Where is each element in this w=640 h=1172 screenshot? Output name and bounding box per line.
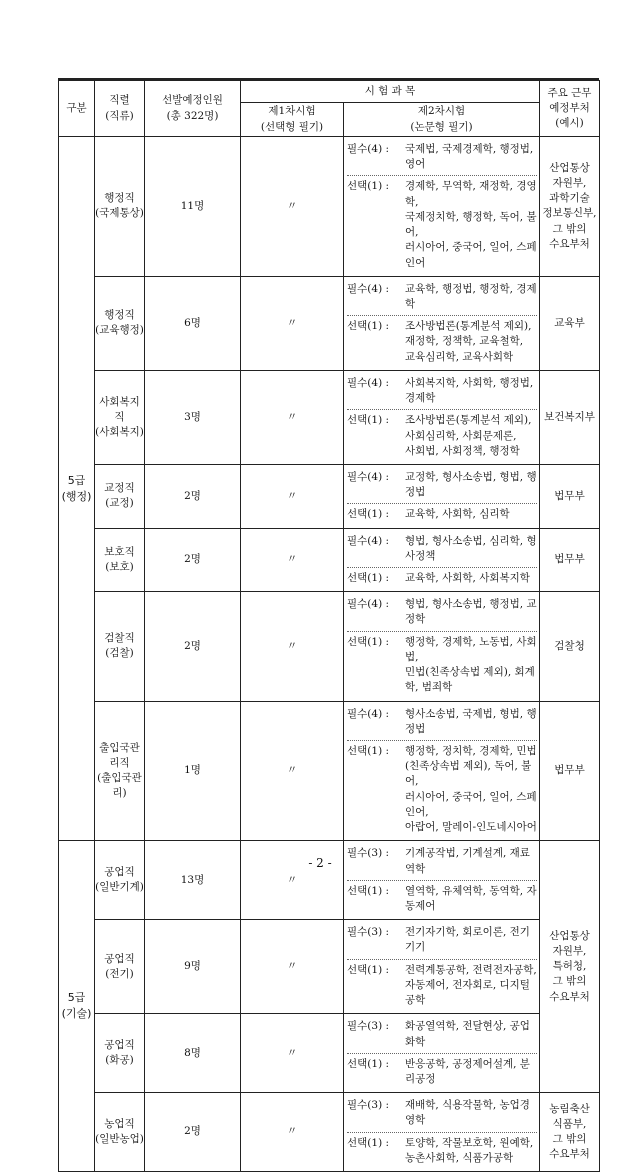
selection-count-cell: 2명: [145, 1093, 241, 1172]
exam2-cell: [344, 370, 540, 464]
page-number: - 2 -: [308, 856, 332, 870]
department-cell: 산업통상 자원부, 특허청, 그 밖의 수요부처: [540, 841, 600, 1093]
optional-list: 교육학, 사회학, 심리학: [405, 508, 510, 521]
required-list: 형법, 형사소송법, 심리학, 형사정책: [405, 534, 537, 562]
job-series-cell: 검찰직 (검찰): [95, 592, 145, 701]
table-row: [59, 276, 600, 370]
required-list: 기계공작법, 기계설계, 재료역학: [405, 847, 530, 875]
required-list: 국제법, 국제경제학, 행정법, 영어: [405, 143, 534, 171]
exam1-cell: 〃: [241, 137, 344, 277]
exam1-cell: 〃: [241, 1014, 344, 1093]
department-cell: 보건복지부: [540, 370, 600, 464]
optional-label: 선택(1) :: [347, 635, 390, 648]
required-subjects: [347, 597, 537, 627]
job-series-cell: 교정직 (교정): [95, 464, 145, 528]
job-series-cell: 공업직 (전기): [95, 920, 145, 1014]
selection-count-cell: 2명: [145, 592, 241, 701]
required-label: 필수(3) :: [347, 847, 390, 860]
required-list: 교육학, 행정법, 행정학, 경제학: [405, 282, 537, 310]
job-series-cell: 행정직 (국제통상): [95, 137, 145, 277]
required-subjects: [347, 1098, 537, 1128]
optional-subjects: [347, 507, 537, 522]
optional-list: 반응공학, 공정제어설계, 분리공정: [405, 1057, 530, 1085]
job-series-cell: 보호직 (보호): [95, 528, 145, 592]
row-divider: [347, 315, 537, 316]
job-series-cell: 사회복지직 (사회복지): [95, 370, 145, 464]
optional-list: 전력계통공학, 전력전자공학, 자동제어, 전자회로, 디지털공학: [405, 963, 537, 1007]
selection-count-cell: 9명: [145, 920, 241, 1014]
table-row: [59, 464, 600, 528]
row-divider: [347, 631, 537, 632]
table-row: [59, 370, 600, 464]
exam2-cell: [344, 137, 540, 277]
required-list: 형사소송법, 국제법, 형법, 행정법: [405, 707, 537, 735]
optional-label: 선택(1) :: [347, 1136, 390, 1149]
optional-label: 선택(1) :: [347, 320, 390, 333]
optional-label: 선택(1) :: [347, 180, 390, 193]
job-series-cell: 행정직 (교육행정): [95, 276, 145, 370]
department-cell: 법무부: [540, 701, 600, 841]
required-list: 교정학, 형사소송법, 형법, 행정법: [405, 470, 537, 499]
selection-count-cell: 2명: [145, 528, 241, 592]
table-row: [59, 592, 600, 701]
row-divider: [347, 409, 537, 410]
header-exam2: 제2차시험 (논문형 필기): [344, 103, 540, 137]
exam1-cell: 〃: [241, 528, 344, 592]
optional-list: 교육학, 사회학, 사회복지학: [405, 572, 530, 585]
exam2-cell: [344, 276, 540, 370]
exam2-cell: [344, 592, 540, 701]
required-label: 필수(4) :: [347, 143, 390, 155]
selection-count-cell: 11명: [145, 137, 241, 277]
required-subjects: [347, 376, 537, 406]
department-cell: 검찰청: [540, 592, 600, 701]
optional-label: 선택(1) :: [347, 572, 390, 585]
required-subjects: [347, 142, 537, 172]
optional-label: 선택(1) :: [347, 745, 390, 757]
exam1-cell: 〃: [241, 592, 344, 701]
required-label: 필수(3) :: [347, 1020, 390, 1033]
exam2-cell: [344, 1014, 540, 1093]
department-cell: 법무부: [540, 464, 600, 528]
optional-label: 선택(1) :: [347, 508, 390, 521]
required-subjects: [347, 707, 537, 737]
department-cell: 산업통상 자원부, 과학기술 정보통신부, 그 밖의 수요부처: [540, 137, 600, 277]
optional-subjects: [347, 319, 537, 365]
table-row: [59, 528, 600, 592]
optional-subjects: [347, 635, 537, 696]
required-list: 사회복지학, 사회학, 행정법, 경제학: [405, 376, 534, 405]
table-row: [59, 701, 600, 841]
table-row: [59, 920, 600, 1014]
optional-list: 경제학, 무역학, 재정학, 경영학, 국제정치학, 행정학, 독어, 불어, 러시아어, 중국어, 일어, 스페인어: [405, 180, 537, 269]
table-row: [59, 841, 600, 920]
table-row: [59, 137, 600, 277]
optional-list: 조사방법론(통계분석 제외), 사회심리학, 사회문제론, 사회법, 사회정책, 행정학: [405, 414, 532, 457]
exam2-cell: [344, 841, 540, 920]
required-label: 필수(4) :: [347, 598, 390, 611]
header-jikryeol: 직렬 (직류): [95, 81, 145, 137]
row-divider: [347, 567, 537, 568]
optional-list: 열역학, 유체역학, 동역학, 자동제어: [405, 884, 537, 912]
required-list: 재배학, 식용작물학, 농업경영학: [405, 1099, 530, 1127]
row-divider: [347, 740, 537, 741]
optional-label: 선택(1) :: [347, 884, 390, 897]
table-row: [59, 1093, 600, 1172]
group-label-haengjeong: 5급 (행정): [59, 137, 95, 841]
selection-count-cell: 8명: [145, 1014, 241, 1093]
required-label: 필수(4) :: [347, 534, 390, 547]
department-cell: 법무부: [540, 528, 600, 592]
exam1-cell: 〃: [241, 370, 344, 464]
exam1-cell: 〃: [241, 1093, 344, 1172]
required-subjects: [347, 925, 537, 955]
selection-count-cell: 13명: [145, 841, 241, 920]
optional-subjects: [347, 963, 537, 1009]
required-label: 필수(3) :: [347, 926, 390, 939]
header-gubun: 구분: [59, 81, 95, 137]
header-exam-subjects: 시 험 과 목: [241, 81, 540, 103]
exam2-cell: [344, 464, 540, 528]
optional-label: 선택(1) :: [347, 414, 390, 427]
exam1-cell: 〃: [241, 276, 344, 370]
optional-list: 행정학, 정치학, 경제학, 민법 (친족상속법 제외), 독어, 불어, 러시아어, 중국어, 일어, 스페인어, 아랍어, 말레이-인도네시아어: [405, 745, 537, 834]
row-divider: [347, 1132, 537, 1133]
optional-subjects: [347, 571, 537, 586]
optional-list: 토양학, 작물보호학, 원예학, 농촌사회학, 식품가공학: [405, 1136, 534, 1164]
exam2-cell: [344, 920, 540, 1014]
optional-list: 조사방법론(통계분석 제외), 재정학, 정책학, 교육철학, 교육심리학, 교육사회학: [405, 320, 532, 363]
department-cell: 농림축산 식품부, 그 밖의 수요부처: [540, 1093, 600, 1172]
exam-subjects-table: [58, 80, 600, 1172]
required-subjects: [347, 282, 537, 312]
required-label: 필수(4) :: [347, 282, 390, 295]
required-list: 전기자기학, 회로이론, 전기기기: [405, 926, 530, 954]
optional-subjects: [347, 744, 537, 835]
required-label: 필수(4) :: [347, 376, 390, 389]
table-row: [59, 1014, 600, 1093]
row-divider: [347, 1053, 537, 1054]
exam1-cell: 〃: [241, 920, 344, 1014]
row-divider: [347, 959, 537, 960]
row-divider: [347, 880, 537, 881]
job-series-cell: 공업직 (화공): [95, 1014, 145, 1093]
group-label-gisul: 5급 (기술): [59, 841, 95, 1172]
optional-subjects: [347, 1057, 537, 1087]
optional-label: 선택(1) :: [347, 963, 390, 976]
job-series-cell: 출입국관리직 (출입국관리): [95, 701, 145, 841]
selection-count-cell: 3명: [145, 370, 241, 464]
job-series-cell: 공업직 (일반기계): [95, 841, 145, 920]
selection-count-cell: 6명: [145, 276, 241, 370]
required-label: 필수(4) :: [347, 470, 390, 483]
exam2-cell: [344, 701, 540, 841]
header-department: 주요 근무 예정부처 (예시): [540, 81, 600, 137]
optional-label: 선택(1) :: [347, 1057, 390, 1070]
job-series-cell: 농업직 (일반농업): [95, 1093, 145, 1172]
optional-subjects: [347, 413, 537, 459]
optional-subjects: [347, 884, 537, 914]
exam1-cell: 〃: [241, 841, 344, 920]
header-exam1: 제1차시험 (선택형 필기): [241, 103, 344, 137]
selection-count-cell: 2명: [145, 464, 241, 528]
department-cell: 교육부: [540, 276, 600, 370]
optional-list: 행정학, 경제학, 노동법, 사회법, 민법(친족상속법 제외), 회계학, 범죄학: [405, 635, 537, 694]
row-divider: [347, 503, 537, 504]
required-list: 형법, 형사소송법, 행정법, 교정학: [405, 598, 537, 626]
row-divider: [347, 175, 537, 176]
required-subjects: [347, 534, 537, 564]
required-label: 필수(4) :: [347, 707, 390, 720]
exam1-cell: 〃: [241, 464, 344, 528]
exam2-cell: [344, 1093, 540, 1172]
exam2-cell: [344, 528, 540, 592]
required-label: 필수(3) :: [347, 1099, 390, 1112]
required-subjects: [347, 1019, 537, 1049]
optional-subjects: [347, 179, 537, 270]
header-seonbal: 선발예정인원 (총 322명): [145, 81, 241, 137]
optional-subjects: [347, 1136, 537, 1166]
required-list: 화공열역학, 전달현상, 공업화학: [405, 1020, 530, 1048]
exam1-cell: 〃: [241, 701, 344, 841]
selection-count-cell: 1명: [145, 701, 241, 841]
required-subjects: [347, 470, 537, 500]
